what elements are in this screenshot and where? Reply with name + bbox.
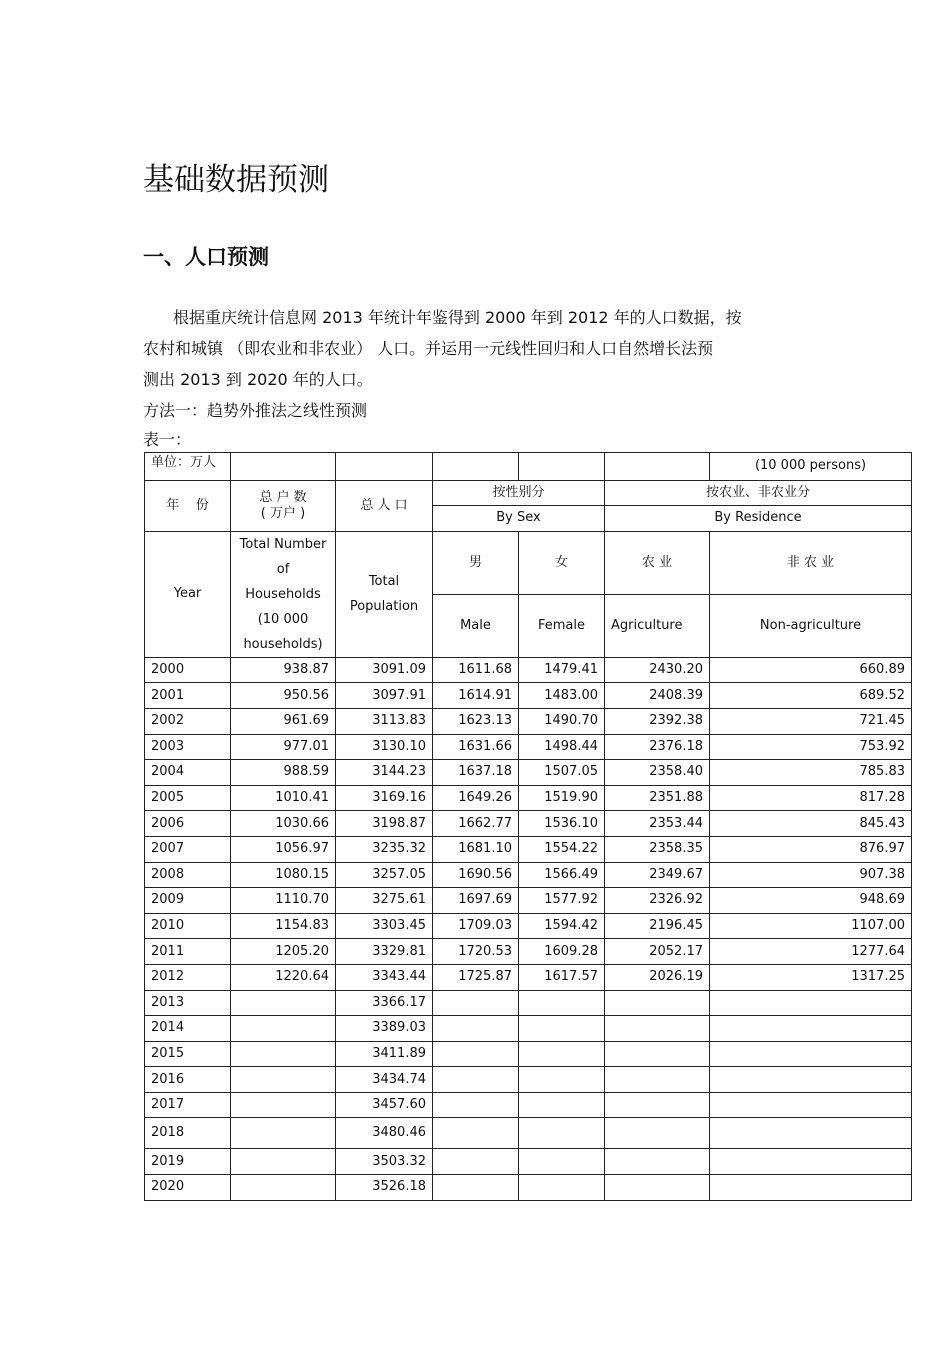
paragraph-line-1: 根据重庆统计信息网 2013 年统计年鉴得到 2000 年到 2012 年的人口数据，按: [173, 308, 742, 327]
value-cell: 1536.10: [519, 811, 605, 837]
value-cell: [519, 1149, 605, 1175]
value-cell: [605, 1067, 710, 1093]
agri-cn-header: 农 业: [605, 531, 710, 594]
year-cell: 2010: [145, 913, 231, 939]
table-row: [145, 1149, 912, 1175]
table-row: [145, 1092, 912, 1118]
value-cell: 977.01: [231, 734, 336, 760]
value-cell: 3198.87: [336, 811, 433, 837]
value-cell: 1010.41: [231, 785, 336, 811]
value-cell: 1220.64: [231, 964, 336, 990]
table-row: [145, 990, 912, 1016]
by-residence-en-header: By Residence: [605, 506, 912, 532]
population-cn-header: 总 人 口: [336, 480, 433, 531]
value-cell: [605, 1016, 710, 1042]
value-cell: [433, 1092, 519, 1118]
empty-header-cell: [605, 453, 710, 481]
value-cell: 3169.16: [336, 785, 433, 811]
table-row: [145, 734, 912, 760]
value-cell: [605, 1118, 710, 1149]
value-cell: [519, 1092, 605, 1118]
nonagri-en-header: Non-agriculture: [710, 594, 912, 657]
year-en-header: Year: [145, 531, 231, 657]
table-row: [145, 1118, 912, 1149]
value-cell: [231, 1016, 336, 1042]
table-row: [145, 760, 912, 786]
value-cell: 3343.44: [336, 964, 433, 990]
value-cell: 1498.44: [519, 734, 605, 760]
table-row: [145, 939, 912, 965]
value-cell: 1056.97: [231, 836, 336, 862]
value-cell: 988.59: [231, 760, 336, 786]
value-cell: [231, 1041, 336, 1067]
value-cell: [519, 1041, 605, 1067]
value-cell: 753.92: [710, 734, 912, 760]
value-cell: 3480.46: [336, 1118, 433, 1149]
value-cell: 3366.17: [336, 990, 433, 1016]
value-cell: 3329.81: [336, 939, 433, 965]
year-cell: 2016: [145, 1067, 231, 1093]
value-cell: 2430.20: [605, 657, 710, 683]
value-cell: 845.43: [710, 811, 912, 837]
value-cell: 1317.25: [710, 964, 912, 990]
empty-header-cell: [519, 453, 605, 481]
value-cell: [710, 1149, 912, 1175]
value-cell: 1566.49: [519, 862, 605, 888]
intro-paragraph: [143, 302, 815, 395]
value-cell: [605, 1092, 710, 1118]
value-cell: [231, 1092, 336, 1118]
value-cell: 1697.69: [433, 888, 519, 914]
table-row: [145, 862, 912, 888]
value-cell: 2358.35: [605, 836, 710, 862]
value-cell: [605, 990, 710, 1016]
value-cell: 1594.42: [519, 913, 605, 939]
value-cell: 1154.83: [231, 913, 336, 939]
value-cell: 1623.13: [433, 708, 519, 734]
value-cell: 3113.83: [336, 708, 433, 734]
value-cell: 1490.70: [519, 708, 605, 734]
value-cell: 1617.57: [519, 964, 605, 990]
table-row: [145, 1016, 912, 1042]
unit-en-cell: (10 000 persons): [710, 453, 912, 481]
table-row: [145, 964, 912, 990]
value-cell: [710, 1175, 912, 1201]
value-cell: 1577.92: [519, 888, 605, 914]
year-cell: 2008: [145, 862, 231, 888]
value-cell: 3130.10: [336, 734, 433, 760]
value-cell: 2358.40: [605, 760, 710, 786]
value-cell: [231, 1175, 336, 1201]
households-cn-header: [231, 480, 336, 531]
value-cell: 3257.05: [336, 862, 433, 888]
female-cn-header: 女: [519, 531, 605, 594]
by-residence-cn-header: 按农业、非农业分: [605, 480, 912, 506]
table-row: [145, 1041, 912, 1067]
value-cell: 907.38: [710, 862, 912, 888]
value-cell: 3091.09: [336, 657, 433, 683]
paragraph-line-3: 测出 2013 到 2020 年的人口。: [143, 370, 373, 389]
value-cell: 1662.77: [433, 811, 519, 837]
value-cell: 3275.61: [336, 888, 433, 914]
value-cell: 948.69: [710, 888, 912, 914]
year-cell: 2011: [145, 939, 231, 965]
year-cell: 2007: [145, 836, 231, 862]
value-cell: 1709.03: [433, 913, 519, 939]
value-cell: [433, 1175, 519, 1201]
table-row: [145, 785, 912, 811]
value-cell: 721.45: [710, 708, 912, 734]
year-cell: 2013: [145, 990, 231, 1016]
value-cell: 1030.66: [231, 811, 336, 837]
table-label: 表一：: [143, 430, 192, 449]
value-cell: [519, 1067, 605, 1093]
value-cell: 1690.56: [433, 862, 519, 888]
population-en-header: Total Population: [336, 531, 433, 657]
value-cell: 2392.38: [605, 708, 710, 734]
table-row: [145, 1175, 912, 1201]
households-en-header: Total Number of Households (10 000 households): [231, 531, 336, 657]
male-cn-header: 男: [433, 531, 519, 594]
year-cell: 2003: [145, 734, 231, 760]
value-cell: 1519.90: [519, 785, 605, 811]
year-cell: 2020: [145, 1175, 231, 1201]
population-table: [144, 452, 912, 1201]
by-sex-cn-header: 按性别分: [433, 480, 605, 506]
value-cell: 3235.32: [336, 836, 433, 862]
year-cell: 2018: [145, 1118, 231, 1149]
value-cell: 785.83: [710, 760, 912, 786]
value-cell: 1080.15: [231, 862, 336, 888]
table-row: [145, 708, 912, 734]
value-cell: 876.97: [710, 836, 912, 862]
value-cell: 660.89: [710, 657, 912, 683]
empty-header-cell: [433, 453, 519, 481]
year-cell: 2005: [145, 785, 231, 811]
value-cell: [433, 1118, 519, 1149]
value-cell: [605, 1149, 710, 1175]
value-cell: 1637.18: [433, 760, 519, 786]
value-cell: 689.52: [710, 683, 912, 709]
value-cell: 938.87: [231, 657, 336, 683]
value-cell: 3526.18: [336, 1175, 433, 1201]
value-cell: [710, 1118, 912, 1149]
value-cell: 1483.00: [519, 683, 605, 709]
empty-header-cell: [231, 453, 336, 481]
value-cell: 2052.17: [605, 939, 710, 965]
value-cell: 1554.22: [519, 836, 605, 862]
value-cell: 3434.74: [336, 1067, 433, 1093]
value-cell: 2196.45: [605, 913, 710, 939]
table-row: [145, 913, 912, 939]
value-cell: 3097.91: [336, 683, 433, 709]
value-cell: [519, 1175, 605, 1201]
year-cell: 2002: [145, 708, 231, 734]
paragraph-line-2: 农村和城镇 （即农业和非农业） 人口。并运用一元线性回归和人口自然增长法预: [143, 339, 714, 358]
value-cell: [605, 1041, 710, 1067]
value-cell: 1507.05: [519, 760, 605, 786]
value-cell: 3389.03: [336, 1016, 433, 1042]
section-heading: 一、人口预测: [143, 245, 269, 269]
value-cell: 1107.00: [710, 913, 912, 939]
value-cell: 1631.66: [433, 734, 519, 760]
value-cell: [710, 1067, 912, 1093]
year-cell: 2001: [145, 683, 231, 709]
year-cell: 2014: [145, 1016, 231, 1042]
unit-cell: 单位：万人: [145, 453, 231, 481]
value-cell: 950.56: [231, 683, 336, 709]
value-cell: 2408.39: [605, 683, 710, 709]
value-cell: 1609.28: [519, 939, 605, 965]
value-cell: 3503.32: [336, 1149, 433, 1175]
value-cell: 1725.87: [433, 964, 519, 990]
table-row: [145, 657, 912, 683]
agri-en-header: Agriculture: [605, 594, 710, 657]
value-cell: 1611.68: [433, 657, 519, 683]
value-cell: 817.28: [710, 785, 912, 811]
value-cell: 961.69: [231, 708, 336, 734]
value-cell: [710, 1092, 912, 1118]
households-cn-unit: ( 万户 ): [260, 505, 306, 521]
value-cell: 3303.45: [336, 913, 433, 939]
table-row: [145, 836, 912, 862]
year-cell: 2004: [145, 760, 231, 786]
value-cell: 3457.60: [336, 1092, 433, 1118]
method-heading: 方法一：趋势外推法之线性预测: [143, 401, 368, 420]
value-cell: [231, 1067, 336, 1093]
value-cell: [433, 1149, 519, 1175]
value-cell: 1720.53: [433, 939, 519, 965]
page-title: 基础数据预测: [143, 162, 329, 198]
value-cell: [519, 1118, 605, 1149]
value-cell: 1110.70: [231, 888, 336, 914]
value-cell: 1277.64: [710, 939, 912, 965]
header-row-sub-cn: [145, 531, 912, 594]
year-cn-header: 年 份: [145, 480, 231, 531]
value-cell: 1649.26: [433, 785, 519, 811]
nonagri-cn-header: 非 农 业: [710, 531, 912, 594]
empty-header-cell: [336, 453, 433, 481]
value-cell: [231, 1118, 336, 1149]
male-en-header: Male: [433, 594, 519, 657]
value-cell: 2349.67: [605, 862, 710, 888]
value-cell: [519, 990, 605, 1016]
value-cell: [710, 1016, 912, 1042]
table-row: [145, 683, 912, 709]
table-body: [145, 453, 912, 1201]
value-cell: [433, 990, 519, 1016]
table-row: [145, 811, 912, 837]
value-cell: [605, 1175, 710, 1201]
year-cell: 2012: [145, 964, 231, 990]
value-cell: 2026.19: [605, 964, 710, 990]
year-cell: 2019: [145, 1149, 231, 1175]
value-cell: [231, 990, 336, 1016]
value-cell: 2326.92: [605, 888, 710, 914]
year-cell: 2000: [145, 657, 231, 683]
value-cell: [433, 1067, 519, 1093]
value-cell: 1205.20: [231, 939, 336, 965]
female-en-header: Female: [519, 594, 605, 657]
value-cell: 1614.91: [433, 683, 519, 709]
value-cell: [710, 1041, 912, 1067]
households-cn-label: 总 户 数: [259, 489, 307, 505]
value-cell: [433, 1041, 519, 1067]
value-cell: 1681.10: [433, 836, 519, 862]
value-cell: [519, 1016, 605, 1042]
table-row: [145, 1067, 912, 1093]
value-cell: 3144.23: [336, 760, 433, 786]
value-cell: [231, 1149, 336, 1175]
value-cell: [433, 1016, 519, 1042]
value-cell: 2351.88: [605, 785, 710, 811]
year-cell: 2006: [145, 811, 231, 837]
value-cell: [710, 990, 912, 1016]
header-row-cn: [145, 480, 912, 506]
value-cell: 3411.89: [336, 1041, 433, 1067]
value-cell: 2353.44: [605, 811, 710, 837]
value-cell: 1479.41: [519, 657, 605, 683]
year-cell: 2009: [145, 888, 231, 914]
value-cell: 2376.18: [605, 734, 710, 760]
year-cell: 2017: [145, 1092, 231, 1118]
table-row: [145, 888, 912, 914]
year-cell: 2015: [145, 1041, 231, 1067]
by-sex-en-header: By Sex: [433, 506, 605, 532]
header-row-unit: [145, 453, 912, 481]
